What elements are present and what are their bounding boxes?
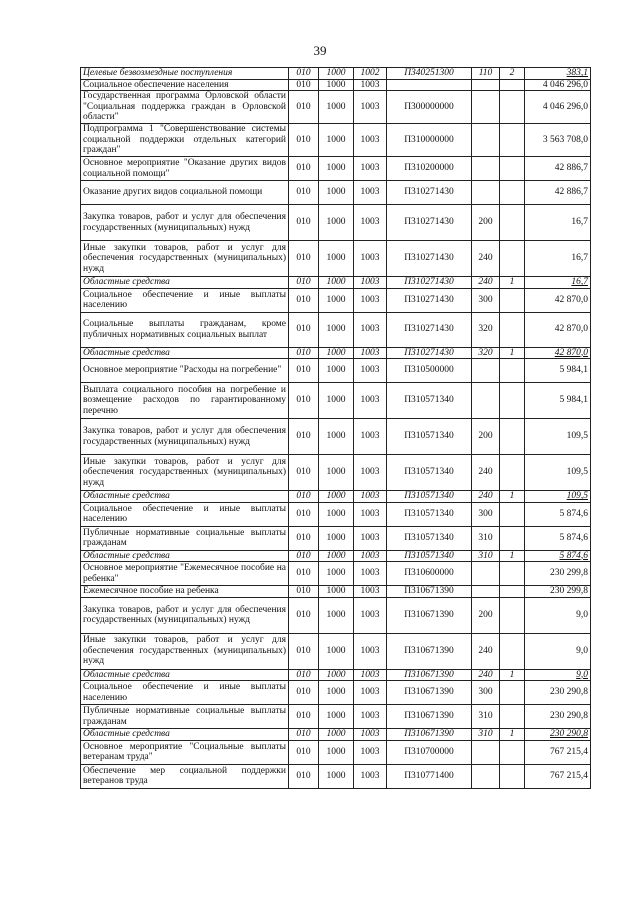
row-ministry-code: 010 — [289, 586, 319, 598]
row-ministry-code: 010 — [289, 669, 319, 681]
row-ministry-code: 010 — [289, 729, 319, 741]
row-funding-source — [500, 181, 525, 205]
row-funding-source — [500, 455, 525, 491]
row-amount: 4 046 296,0 — [525, 91, 591, 124]
row-ministry-code: 010 — [289, 181, 319, 205]
row-amount: 16,7 — [525, 241, 591, 277]
row-name: Государственная программа Орловской области "Социальная поддержка граждан в Орловской области" — [81, 91, 289, 124]
row-expense-type — [472, 359, 500, 383]
row-section: 1000 — [319, 157, 354, 181]
row-target-article — [387, 79, 472, 91]
row-section: 1000 — [319, 359, 354, 383]
row-expense-type: 310 — [472, 526, 500, 550]
table-row — [81, 491, 591, 503]
row-funding-source — [500, 764, 525, 788]
row-amount: 767 215,4 — [525, 764, 591, 788]
row-amount: 9,0 — [525, 669, 591, 681]
row-ministry-code: 010 — [289, 550, 319, 562]
row-target-article: П310271430 — [387, 288, 472, 312]
table-row — [81, 181, 591, 205]
row-subsection: 1003 — [354, 419, 387, 455]
row-subsection: 1003 — [354, 669, 387, 681]
row-ministry-code: 010 — [289, 764, 319, 788]
row-expense-type: 300 — [472, 681, 500, 705]
row-target-article: П310000000 — [387, 124, 472, 157]
row-funding-source — [500, 705, 525, 729]
row-amount: 16,7 — [525, 277, 591, 289]
row-amount: 42 870,0 — [525, 347, 591, 359]
row-expense-type — [472, 586, 500, 598]
row-amount: 42 886,7 — [525, 181, 591, 205]
row-subsection: 1003 — [354, 277, 387, 289]
row-name: Ежемесячное пособие на ребенка — [81, 586, 289, 598]
row-subsection: 1003 — [354, 241, 387, 277]
row-name: Закупка товаров, работ и услуг для обеспечения государственных (муниципальных) нужд — [81, 205, 289, 241]
row-section: 1000 — [319, 455, 354, 491]
row-subsection: 1003 — [354, 312, 387, 347]
row-amount: 42 886,7 — [525, 157, 591, 181]
row-funding-source — [500, 205, 525, 241]
row-expense-type — [472, 157, 500, 181]
row-target-article: П310271430 — [387, 347, 472, 359]
row-target-article: П310571340 — [387, 550, 472, 562]
row-amount: 3 563 708,0 — [525, 124, 591, 157]
row-name: Социальное обеспечение и иные выплаты населению — [81, 502, 289, 526]
row-funding-source: 1 — [500, 729, 525, 741]
row-name: Социальное обеспечение и иные выплаты населению — [81, 288, 289, 312]
table-row — [81, 347, 591, 359]
row-funding-source — [500, 383, 525, 419]
table-row — [81, 586, 591, 598]
row-subsection: 1003 — [354, 502, 387, 526]
row-section: 1000 — [319, 383, 354, 419]
row-funding-source: 1 — [500, 491, 525, 503]
row-target-article: П310671390 — [387, 597, 472, 633]
row-target-article: П310671390 — [387, 586, 472, 598]
row-section: 1000 — [319, 491, 354, 503]
table-row — [81, 597, 591, 633]
row-funding-source — [500, 681, 525, 705]
row-ministry-code: 010 — [289, 157, 319, 181]
row-ministry-code: 010 — [289, 491, 319, 503]
row-name: Обеспечение мер социальной поддержки ветеранов труда — [81, 764, 289, 788]
row-name: Областные средства — [81, 729, 289, 741]
row-funding-source — [500, 502, 525, 526]
table-row — [81, 526, 591, 550]
row-section: 1000 — [319, 288, 354, 312]
row-section: 1000 — [319, 597, 354, 633]
row-funding-source: 1 — [500, 277, 525, 289]
row-target-article: П310671390 — [387, 669, 472, 681]
row-funding-source — [500, 124, 525, 157]
row-expense-type — [472, 740, 500, 764]
row-ministry-code: 010 — [289, 277, 319, 289]
row-name: Закупка товаров, работ и услуг для обеспечения государственных (муниципальных) нужд — [81, 597, 289, 633]
row-funding-source — [500, 562, 525, 586]
row-ministry-code: 010 — [289, 705, 319, 729]
table-row — [81, 681, 591, 705]
row-name: Областные средства — [81, 277, 289, 289]
row-ministry-code: 010 — [289, 597, 319, 633]
row-name: Выплата социального пособия на погребение и возмещение расходов по гарантированному перечню — [81, 383, 289, 419]
table-row — [81, 91, 591, 124]
row-subsection: 1003 — [354, 91, 387, 124]
row-target-article: П310271430 — [387, 205, 472, 241]
row-funding-source — [500, 597, 525, 633]
row-funding-source — [500, 91, 525, 124]
row-section: 1000 — [319, 205, 354, 241]
row-expense-type: 300 — [472, 502, 500, 526]
row-subsection: 1002 — [354, 68, 387, 80]
row-target-article: П310571340 — [387, 502, 472, 526]
row-amount: 230 290,8 — [525, 705, 591, 729]
row-subsection: 1003 — [354, 562, 387, 586]
row-name: Основное мероприятие "Социальные выплаты ветеранам труда" — [81, 740, 289, 764]
row-section: 1000 — [319, 740, 354, 764]
row-expense-type: 310 — [472, 705, 500, 729]
row-section: 1000 — [319, 633, 354, 669]
row-expense-type — [472, 91, 500, 124]
row-expense-type: 310 — [472, 550, 500, 562]
row-target-article: П310271430 — [387, 312, 472, 347]
row-target-article: П310271430 — [387, 241, 472, 277]
row-name: Закупка товаров, работ и услуг для обеспечения государственных (муниципальных) нужд — [81, 419, 289, 455]
row-expense-type — [472, 383, 500, 419]
row-funding-source — [500, 312, 525, 347]
row-ministry-code: 010 — [289, 562, 319, 586]
row-section: 1000 — [319, 764, 354, 788]
table-row — [81, 419, 591, 455]
row-target-article: П310271430 — [387, 181, 472, 205]
row-funding-source: 1 — [500, 550, 525, 562]
row-target-article: П310571340 — [387, 491, 472, 503]
row-name: Основное мероприятие "Оказание других видов социальной помощи" — [81, 157, 289, 181]
table-row — [81, 79, 591, 91]
row-amount: 42 870,0 — [525, 312, 591, 347]
row-section: 1000 — [319, 502, 354, 526]
row-expense-type: 240 — [472, 277, 500, 289]
table-row — [81, 241, 591, 277]
row-name: Публичные нормативные социальные выплаты гражданам — [81, 705, 289, 729]
row-ministry-code: 010 — [289, 681, 319, 705]
row-funding-source — [500, 241, 525, 277]
row-target-article: П310571340 — [387, 419, 472, 455]
row-target-article: П310671390 — [387, 729, 472, 741]
row-section: 1000 — [319, 312, 354, 347]
row-subsection: 1003 — [354, 124, 387, 157]
row-section: 1000 — [319, 419, 354, 455]
row-funding-source — [500, 419, 525, 455]
row-subsection: 1003 — [354, 157, 387, 181]
table-row — [81, 359, 591, 383]
row-ministry-code: 010 — [289, 124, 319, 157]
row-expense-type: 110 — [472, 68, 500, 80]
row-subsection: 1003 — [354, 347, 387, 359]
row-section: 1000 — [319, 681, 354, 705]
row-amount: 5 874,6 — [525, 526, 591, 550]
row-subsection: 1003 — [354, 586, 387, 598]
row-name: Областные средства — [81, 669, 289, 681]
row-subsection: 1003 — [354, 526, 387, 550]
row-amount: 42 870,0 — [525, 288, 591, 312]
row-expense-type: 240 — [472, 241, 500, 277]
row-amount: 5 874,6 — [525, 502, 591, 526]
row-expense-type: 200 — [472, 597, 500, 633]
row-expense-type: 310 — [472, 729, 500, 741]
row-expense-type — [472, 79, 500, 91]
row-section: 1000 — [319, 669, 354, 681]
row-ministry-code: 010 — [289, 383, 319, 419]
table-row — [81, 502, 591, 526]
row-ministry-code: 010 — [289, 91, 319, 124]
row-section: 1000 — [319, 729, 354, 741]
row-funding-source: 1 — [500, 347, 525, 359]
row-amount: 230 290,8 — [525, 681, 591, 705]
page-number: 39 — [313, 43, 327, 58]
row-target-article: П340251300 — [387, 68, 472, 80]
table-row — [81, 312, 591, 347]
row-section: 1000 — [319, 241, 354, 277]
row-name: Основное мероприятие "Расходы на погребение" — [81, 359, 289, 383]
table-row — [81, 455, 591, 491]
row-name: Основное мероприятие "Ежемесячное пособие на ребенка" — [81, 562, 289, 586]
row-name: Социальные выплаты гражданам, кроме публичных нормативных социальных выплат — [81, 312, 289, 347]
table-row — [81, 383, 591, 419]
row-ministry-code: 010 — [289, 502, 319, 526]
row-subsection: 1003 — [354, 383, 387, 419]
row-section: 1000 — [319, 79, 354, 91]
row-target-article: П310671390 — [387, 681, 472, 705]
row-expense-type: 300 — [472, 288, 500, 312]
row-subsection: 1003 — [354, 681, 387, 705]
row-name: Социальное обеспечение населения — [81, 79, 289, 91]
row-section: 1000 — [319, 526, 354, 550]
row-expense-type: 240 — [472, 455, 500, 491]
row-ministry-code: 010 — [289, 359, 319, 383]
row-funding-source — [500, 740, 525, 764]
row-subsection: 1003 — [354, 597, 387, 633]
table-row — [81, 157, 591, 181]
row-funding-source: 1 — [500, 669, 525, 681]
budget-table — [80, 67, 591, 789]
budget-table-body — [81, 68, 591, 789]
row-name: Иные закупки товаров, работ и услуг для обеспечения государственных (муниципальных) нужд — [81, 241, 289, 277]
row-amount: 9,0 — [525, 597, 591, 633]
table-row — [81, 633, 591, 669]
row-ministry-code: 010 — [289, 241, 319, 277]
row-subsection: 1003 — [354, 550, 387, 562]
row-ministry-code: 010 — [289, 312, 319, 347]
row-name: Иные закупки товаров, работ и услуг для обеспечения государственных (муниципальных) нужд — [81, 455, 289, 491]
row-expense-type — [472, 764, 500, 788]
row-expense-type: 240 — [472, 669, 500, 681]
table-row — [81, 205, 591, 241]
row-target-article: П310571340 — [387, 526, 472, 550]
row-expense-type: 320 — [472, 347, 500, 359]
row-expense-type — [472, 181, 500, 205]
row-section: 1000 — [319, 705, 354, 729]
row-expense-type — [472, 124, 500, 157]
table-row — [81, 729, 591, 741]
row-ministry-code: 010 — [289, 347, 319, 359]
row-section: 1000 — [319, 68, 354, 80]
row-ministry-code: 010 — [289, 455, 319, 491]
row-target-article: П310500000 — [387, 359, 472, 383]
table-row — [81, 550, 591, 562]
row-name: Областные средства — [81, 347, 289, 359]
row-amount: 5 874,6 — [525, 550, 591, 562]
row-amount: 5 984,1 — [525, 383, 591, 419]
row-subsection: 1003 — [354, 359, 387, 383]
row-subsection: 1003 — [354, 79, 387, 91]
row-subsection: 1003 — [354, 288, 387, 312]
table-row — [81, 277, 591, 289]
row-amount: 230 290,8 — [525, 729, 591, 741]
row-ministry-code: 010 — [289, 740, 319, 764]
row-expense-type: 240 — [472, 491, 500, 503]
table-row — [81, 68, 591, 80]
row-section: 1000 — [319, 550, 354, 562]
row-subsection: 1003 — [354, 740, 387, 764]
row-target-article: П300000000 — [387, 91, 472, 124]
table-row — [81, 740, 591, 764]
row-section: 1000 — [319, 277, 354, 289]
row-name: Публичные нормативные социальные выплаты гражданам — [81, 526, 289, 550]
row-target-article: П310271430 — [387, 277, 472, 289]
row-name: Областные средства — [81, 550, 289, 562]
row-amount: 16,7 — [525, 205, 591, 241]
row-amount: 230 299,8 — [525, 562, 591, 586]
row-name: Иные закупки товаров, работ и услуг для обеспечения государственных (муниципальных) нужд — [81, 633, 289, 669]
table-row — [81, 288, 591, 312]
table-row — [81, 669, 591, 681]
row-subsection: 1003 — [354, 729, 387, 741]
row-ministry-code: 010 — [289, 79, 319, 91]
row-section: 1000 — [319, 124, 354, 157]
table-row — [81, 705, 591, 729]
row-ministry-code: 010 — [289, 526, 319, 550]
row-amount: 4 046 296,0 — [525, 79, 591, 91]
row-name: Оказание других видов социальной помощи — [81, 181, 289, 205]
row-amount: 9,0 — [525, 633, 591, 669]
table-row — [81, 562, 591, 586]
row-name: Областные средства — [81, 491, 289, 503]
row-subsection: 1003 — [354, 181, 387, 205]
row-target-article: П310200000 — [387, 157, 472, 181]
row-target-article: П310700000 — [387, 740, 472, 764]
row-target-article: П310571340 — [387, 383, 472, 419]
row-name: Подпрограмма 1 "Совершенствование системы социальной поддержки отдельных категорий граждан" — [81, 124, 289, 157]
row-target-article: П310671390 — [387, 633, 472, 669]
table-row — [81, 124, 591, 157]
row-subsection: 1003 — [354, 764, 387, 788]
row-funding-source — [500, 288, 525, 312]
row-funding-source: 2 — [500, 68, 525, 80]
row-amount: 109,5 — [525, 491, 591, 503]
row-section: 1000 — [319, 181, 354, 205]
row-amount: 5 984,1 — [525, 359, 591, 383]
row-funding-source — [500, 586, 525, 598]
row-funding-source — [500, 526, 525, 550]
row-section: 1000 — [319, 91, 354, 124]
row-target-article: П310571340 — [387, 455, 472, 491]
row-subsection: 1003 — [354, 633, 387, 669]
row-funding-source — [500, 157, 525, 181]
row-ministry-code: 010 — [289, 68, 319, 80]
row-funding-source — [500, 633, 525, 669]
row-subsection: 1003 — [354, 455, 387, 491]
row-amount: 767 215,4 — [525, 740, 591, 764]
row-ministry-code: 010 — [289, 419, 319, 455]
row-ministry-code: 010 — [289, 633, 319, 669]
row-name: Целевые безвозмездные поступления — [81, 68, 289, 80]
row-expense-type: 200 — [472, 205, 500, 241]
row-subsection: 1003 — [354, 205, 387, 241]
row-funding-source — [500, 79, 525, 91]
row-ministry-code: 010 — [289, 205, 319, 241]
row-expense-type — [472, 562, 500, 586]
row-expense-type: 320 — [472, 312, 500, 347]
row-expense-type: 200 — [472, 419, 500, 455]
row-ministry-code: 010 — [289, 288, 319, 312]
row-section: 1000 — [319, 347, 354, 359]
row-amount: 230 299,8 — [525, 586, 591, 598]
row-amount: 109,5 — [525, 455, 591, 491]
row-section: 1000 — [319, 562, 354, 586]
row-target-article: П310671390 — [387, 705, 472, 729]
row-name: Социальное обеспечение и иные выплаты населению — [81, 681, 289, 705]
row-amount: 383,1 — [525, 68, 591, 80]
row-amount: 109,5 — [525, 419, 591, 455]
row-section: 1000 — [319, 586, 354, 598]
row-subsection: 1003 — [354, 491, 387, 503]
row-funding-source — [500, 359, 525, 383]
row-target-article: П310600000 — [387, 562, 472, 586]
row-target-article: П310771400 — [387, 764, 472, 788]
table-row — [81, 764, 591, 788]
row-expense-type: 240 — [472, 633, 500, 669]
row-subsection: 1003 — [354, 705, 387, 729]
